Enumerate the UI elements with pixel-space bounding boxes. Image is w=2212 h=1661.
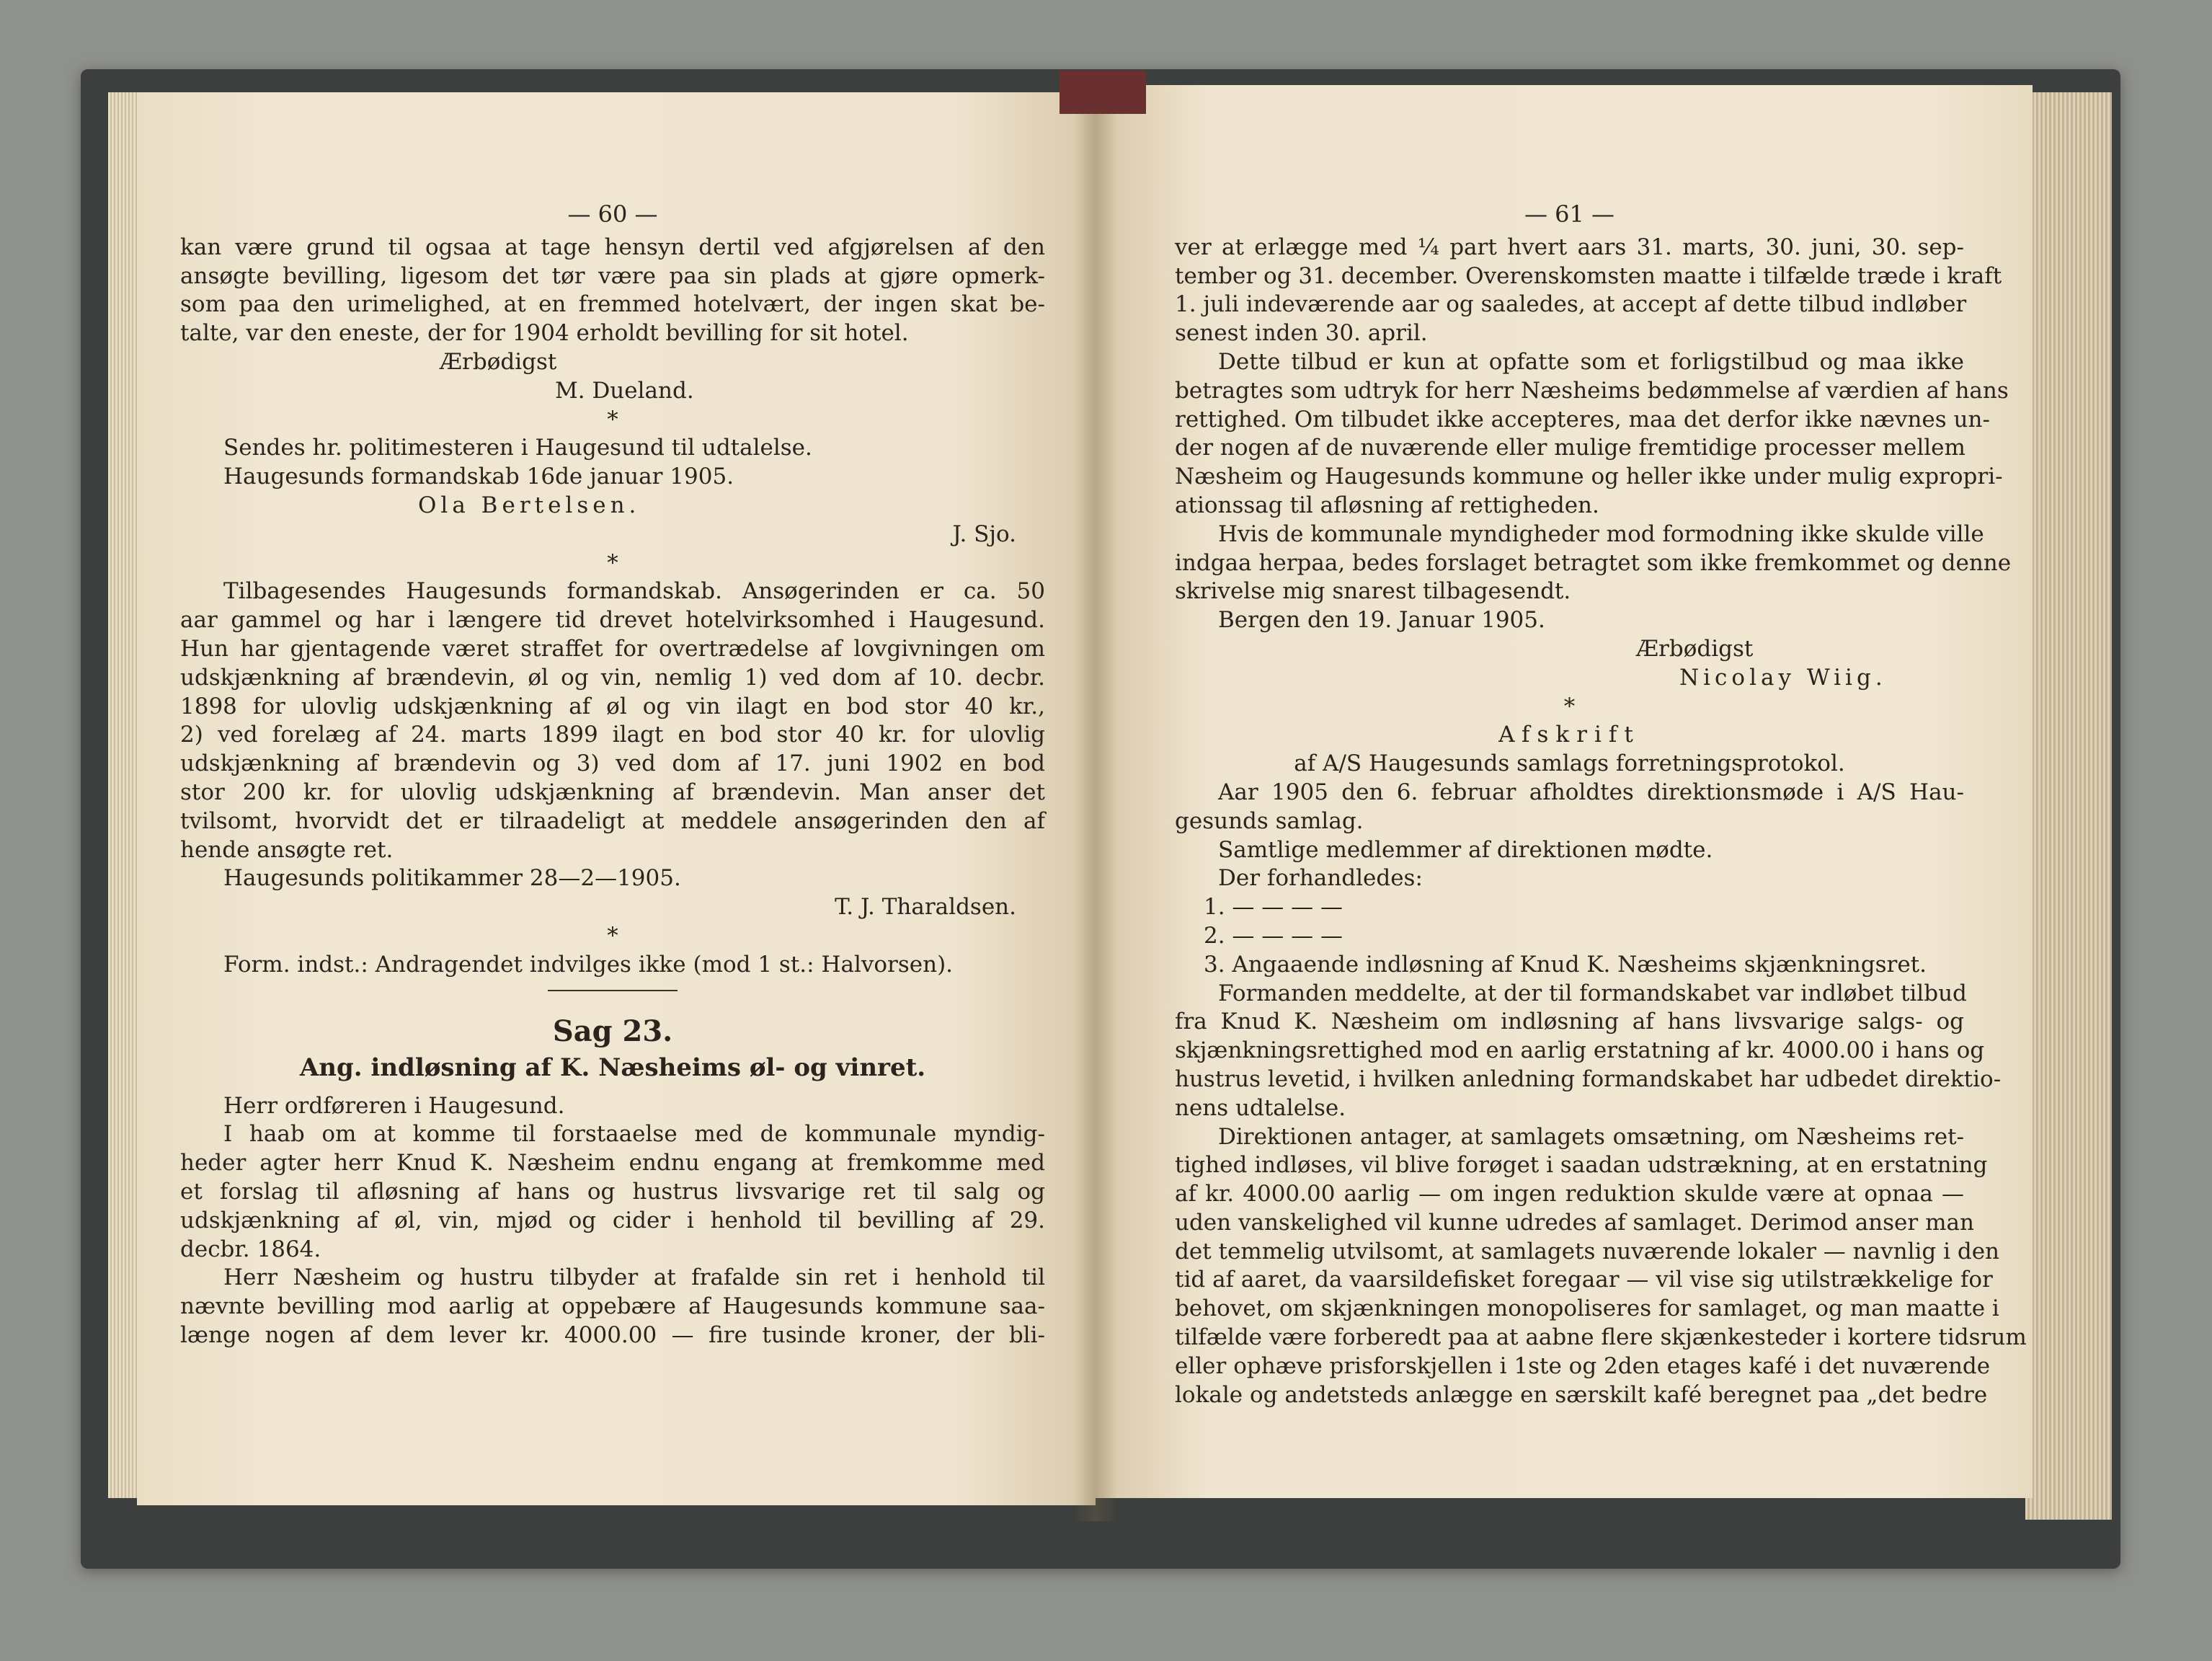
- text-line: Herr Næsheim og hustru tilbyder at frafalde sin ret i henhold til: [223, 1264, 1045, 1291]
- text-line: gesunds samlag.: [1175, 807, 1364, 834]
- text-line: Hun har gjentagende været straffet for overtrædelse af lovgivningen om: [180, 635, 1045, 662]
- text-line: Næsheim og Haugesunds kommune og heller ikke under mulig expropri-: [1175, 464, 2003, 490]
- afskrift-subheading: af A/S Haugesunds samlags forretningsprotokol.: [1294, 750, 1845, 777]
- agenda-item: 1. — — — —: [1204, 894, 1343, 921]
- text-line: Dette tilbud er kun at opfatte som et forligstilbud og maa ikke: [1218, 348, 1964, 375]
- text-line: som paa den urimelighed, at en fremmed hotelvært, der ingen skat be-: [180, 291, 1045, 318]
- text-line: 1. juli indeværende aar og saaledes, at accept af dette tilbud indløber: [1175, 291, 1967, 318]
- closing: Ærbødigst: [1636, 635, 1754, 662]
- text-line: tvilsomt, hvorvidt det er tilraadeligt at meddele ansøgerinden den af: [180, 807, 1045, 834]
- text-line: uden vanskelighed vil kunne udredes af samlaget. Derimod anser man: [1175, 1209, 1974, 1236]
- signature: J. Sjo.: [952, 521, 1016, 547]
- text-line: talte, var den eneste, der for 1904 erholdt bevilling for sit hotel.: [180, 320, 909, 347]
- text-line: 2) ved forelæg af 24. marts 1899 ilagt en bod stor 40 kr. for ulovlig: [180, 722, 1045, 748]
- right-page-content: [1175, 200, 2027, 1409]
- text-line: skrivelse mig snarest tilbagesendt.: [1175, 578, 1571, 605]
- sag-heading: Sag 23.: [552, 1014, 673, 1048]
- signature: Ola Bertelsen.: [418, 492, 641, 518]
- text-line: Der forhandledes:: [1218, 865, 1423, 892]
- signature: M. Dueland.: [555, 377, 694, 404]
- section-divider: [548, 990, 678, 991]
- text-line: tighed indløses, vil blive forøget i saadan udstrækning, at en erstatning: [1175, 1152, 1988, 1179]
- text-line: Aar 1905 den 6. februar afholdtes direktionsmøde i A/S Hau-: [1218, 779, 1964, 805]
- separator-asterisk: *: [607, 406, 618, 433]
- book-gutter: [1074, 72, 1117, 1521]
- text-line: I haab om at komme til forstaaelse med de kommunale myndig-: [223, 1121, 1045, 1148]
- text-line: betragtes som udtryk for herr Næsheims bedømmelse af værdien af hans: [1175, 377, 2009, 404]
- text-line: udskjænkning af øl, vin, mjød og cider i henhold til bevilling af 29.: [180, 1207, 1045, 1233]
- text-line: stor 200 kr. for ulovlig udskjænkning af brændevin. Man anser det: [180, 779, 1045, 805]
- text-line: det temmelig utvilsomt, at samlagets nuværende lokaler — navnlig i den: [1175, 1238, 2000, 1264]
- form-indst: Form. indst.: Andragendet indvilges ikke (mod 1 st.: Halvorsen).: [223, 951, 954, 978]
- text-line: ansøgte bevilling, ligesom det tør være paa sin plads at gjøre opmerk-: [180, 262, 1045, 289]
- text-line: Direktionen antager, at samlagets omsætning, om Næsheims ret-: [1218, 1123, 1964, 1150]
- text-line: Tilbagesendes Haugesunds formandskab. Ansøgerinden er ca. 50: [223, 578, 1045, 605]
- place-date: Haugesunds politikammer 28—2—1905.: [223, 865, 681, 892]
- text-line: af kr. 4000.00 aarlig — om ingen reduktion skulde være at opnaa —: [1175, 1181, 1964, 1208]
- text-line: tilfælde være forberedt paa at aabne flere skjænkesteder i kortere tidsrum: [1175, 1324, 2027, 1351]
- text-line: indgaa herpaa, bedes forslaget betragtet som ikke fremkommet og denne: [1175, 549, 2012, 576]
- text-line: decbr. 1864.: [180, 1236, 321, 1262]
- text-line: behovet, om skjænkningen monopoliseres for samlaget, og man maatte i: [1175, 1295, 1999, 1322]
- separator-asterisk: *: [1563, 693, 1576, 719]
- text-line: rettighed. Om tilbudet ikke accepteres, maa det derfor ikke nævnes un-: [1175, 406, 1990, 433]
- text-line: Sendes hr. politimesteren i Haugesund til udtalelse.: [223, 435, 812, 461]
- salutation: Herr ordføreren i Haugesund.: [223, 1092, 565, 1119]
- text-line: udskjænkning af brændevin, øl og vin, nemlig 1) ved dom af 10. decbr.: [180, 664, 1045, 691]
- place-date: Bergen den 19. Januar 1905.: [1218, 607, 1545, 634]
- agenda-item: 2. — — — —: [1204, 922, 1343, 949]
- afskrift-heading: Afskrift: [1498, 722, 1640, 748]
- text-line: senest inden 30. april.: [1175, 320, 1428, 347]
- text-line: tember og 31. december. Overenskomsten maatte i tilfælde træde i kraft: [1175, 262, 2002, 289]
- text-line: udskjænkning af brændevin og 3) ved dom af 17. juni 1902 en bod: [180, 750, 1045, 777]
- signature: Nicolay Wiig.: [1679, 664, 1887, 691]
- text-line: fra Knud K. Næsheim om indløsning af hans livsvarige salgs- og: [1175, 1009, 1964, 1035]
- page-number: — 61 —: [1524, 200, 1615, 228]
- page-edges-right: [2025, 92, 2112, 1520]
- text-line: hende ansøgte ret.: [180, 836, 394, 863]
- page-number: — 60 —: [567, 200, 658, 228]
- text-line: kan være grund til ogsaa at tage hensyn dertil ved afgjørelsen af den: [180, 234, 1045, 260]
- text-line: Samtlige medlemmer af direktionen mødte.: [1218, 836, 1713, 863]
- text-line: der nogen af de nuværende eller mulige fremtidige processer mellem: [1175, 435, 1966, 461]
- text-line: tid af aaret, da vaarsildefisket foregaar — vil vise sig utilstrækkelige for: [1175, 1267, 1993, 1293]
- sag-subheading: Ang. indløsning af K. Næsheims øl- og vinret.: [299, 1053, 926, 1082]
- text-line: ver at erlægge med ¼ part hvert aars 31. marts, 30. juni, 30. sep-: [1175, 234, 1964, 260]
- text-line: et forslag til afløsning af hans og hustrus livsvarige ret til salg og: [180, 1178, 1045, 1205]
- text-line: Hvis de kommunale myndigheder mod formodning ikke skulde ville: [1218, 521, 1984, 547]
- closing: Ærbødigst: [440, 348, 557, 375]
- left-page-content: [180, 200, 1045, 1350]
- text-line: aar gammel og har i længere tid drevet hotelvirksomhed i Haugesund.: [180, 607, 1045, 634]
- text-line: 1898 for ulovlig udskjænkning af øl og vin ilagt en bod stor 40 kr.,: [180, 693, 1045, 719]
- text-line: hustrus levetid, i hvilken anledning formandskabet har udbedet direktio-: [1175, 1066, 2002, 1092]
- text-line: heder agter herr Knud K. Næsheim endnu engang at fremkomme med: [180, 1150, 1045, 1177]
- spine-headband: [1060, 71, 1146, 114]
- right-page: [1096, 85, 2033, 1498]
- separator-asterisk: *: [607, 549, 618, 576]
- text-line: længe nogen af dem lever kr. 4000.00 — fire tusinde kroner, der bli-: [180, 1321, 1045, 1348]
- text-line: eller ophæve prisforskjellen i 1ste og 2den etages kafé i det nuværende: [1175, 1352, 1991, 1379]
- text-line: ationssag til afløsning af rettigheden.: [1175, 492, 1599, 518]
- text-line: Formanden meddelte, at der til formandskabet var indløbet tilbud: [1218, 980, 1967, 1006]
- text-line: nævnte bevilling mod aarlig at oppebære af Haugesunds kommune saa-: [180, 1293, 1045, 1320]
- text-line: nens udtalelse.: [1175, 1094, 1346, 1121]
- text-line: skjænkningsrettighed mod en aarlig erstatning af kr. 4000.00 i hans og: [1175, 1037, 1985, 1064]
- text-line: lokale og andetsteds anlægge en særskilt kafé beregnet paa „det bedre: [1175, 1381, 1988, 1408]
- signature: T. J. Tharaldsen.: [835, 894, 1016, 921]
- agenda-item: 3. Angaaende indløsning af Knud K. Næsheims skjænkningsret.: [1204, 951, 1927, 978]
- separator-asterisk: *: [607, 922, 618, 949]
- left-page: [137, 92, 1096, 1505]
- place-date: Haugesunds formandskab 16de januar 1905.: [223, 464, 734, 490]
